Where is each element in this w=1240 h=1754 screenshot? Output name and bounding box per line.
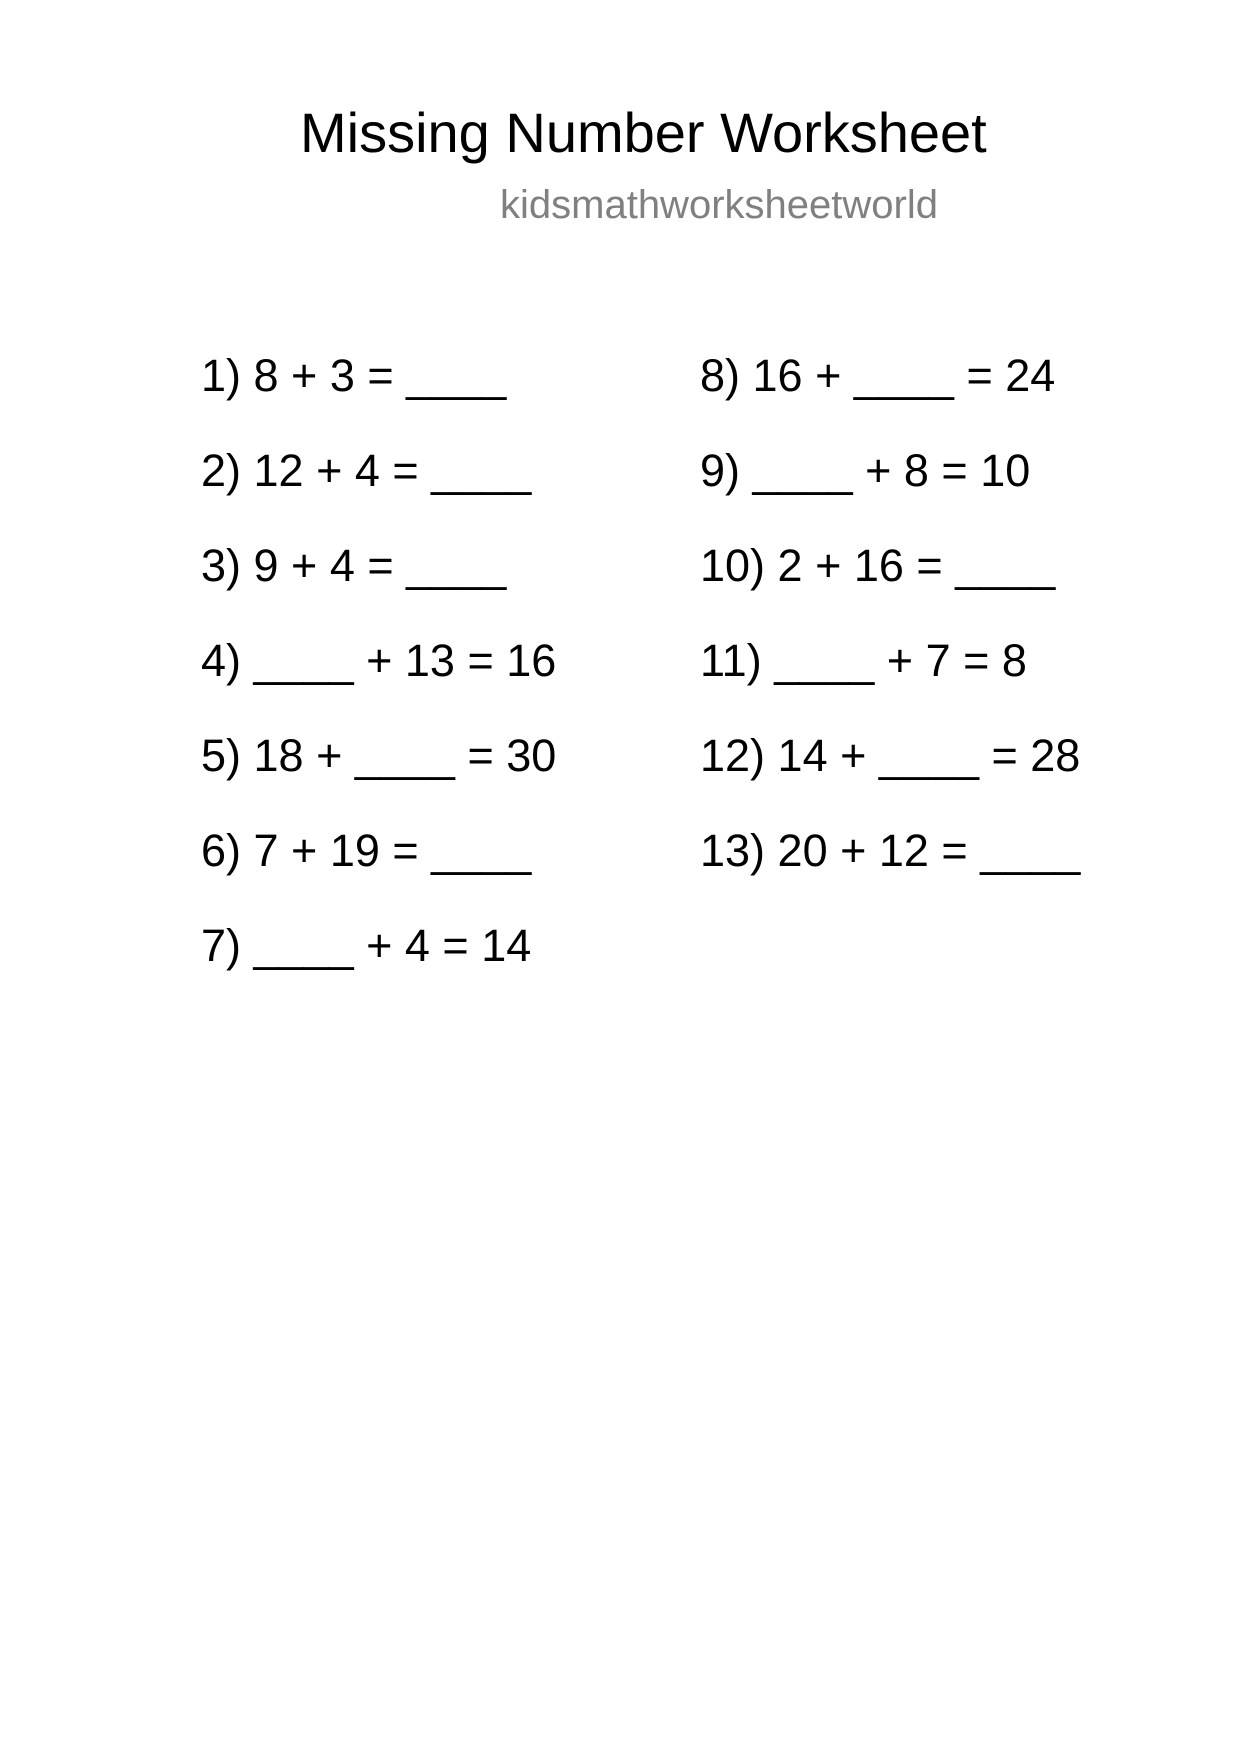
problem-10: 10) 2 + 16 = ____ [700,540,1056,591]
problem-9: 9) ____ + 8 = 10 [700,445,1031,496]
problem-12: 12) 14 + ____ = 28 [700,730,1081,781]
problem-6: 6) 7 + 19 = ____ [201,825,532,876]
problem-5: 5) 18 + ____ = 30 [201,730,557,781]
problem-8: 8) 16 + ____ = 24 [700,350,1056,401]
problem-1: 1) 8 + 3 = ____ [201,350,507,401]
problem-4: 4) ____ + 13 = 16 [201,635,557,686]
problem-2: 2) 12 + 4 = ____ [201,445,532,496]
problem-13: 13) 20 + 12 = ____ [700,825,1081,876]
problem-3: 3) 9 + 4 = ____ [201,540,507,591]
worksheet-subtitle: kidsmathworksheetworld [500,183,938,227]
problem-11: 11) ____ + 7 = 8 [700,635,1027,686]
worksheet-title: Missing Number Worksheet [300,101,987,164]
problem-7: 7) ____ + 4 = 14 [201,920,532,971]
